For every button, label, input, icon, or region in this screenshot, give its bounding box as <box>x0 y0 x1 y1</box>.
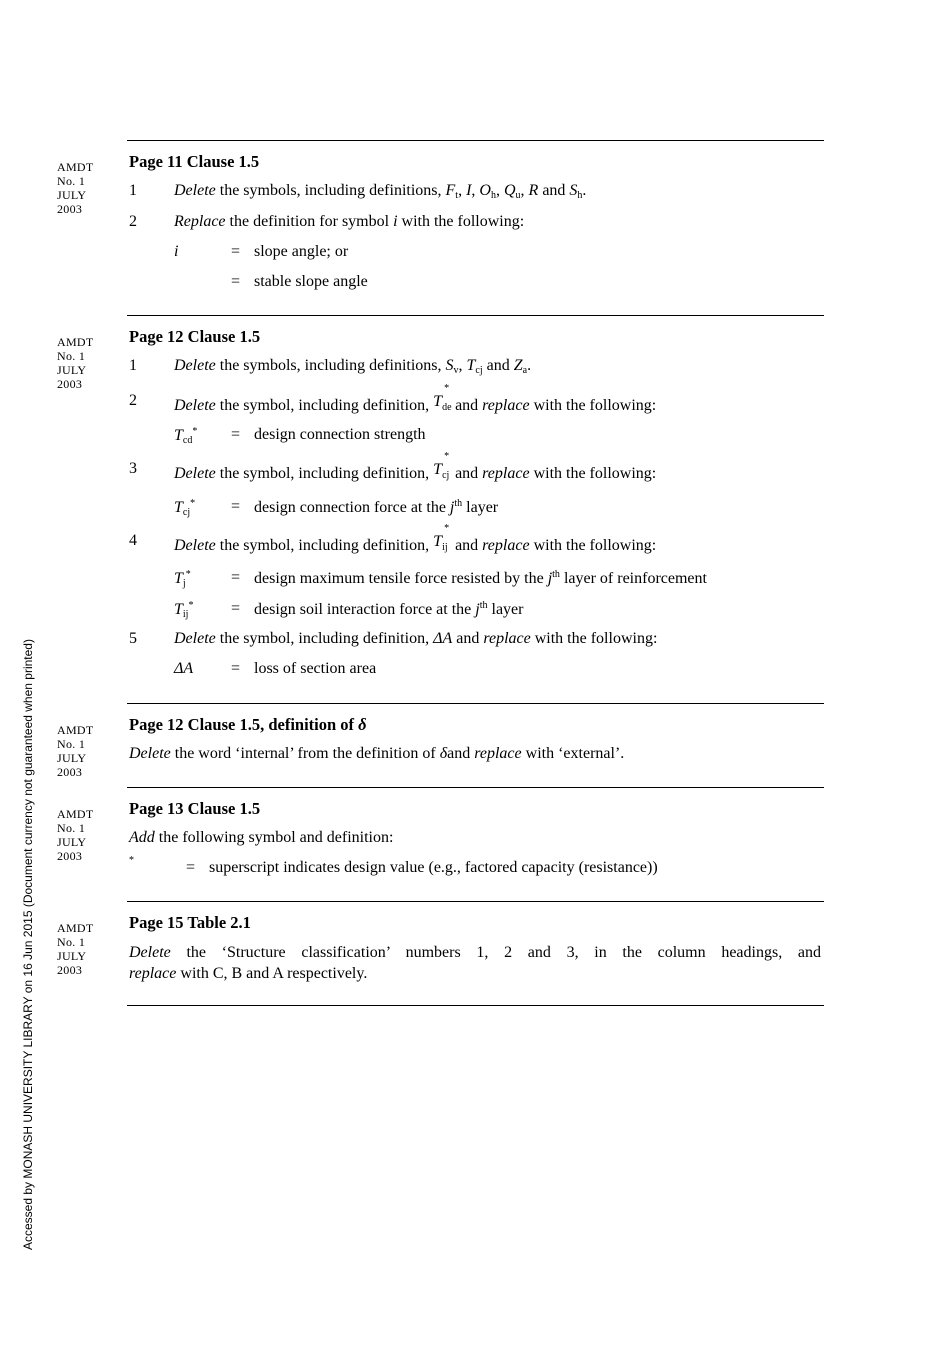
symbol: ΔA <box>174 660 194 677</box>
access-note: Accessed by MONASH UNIVERSITY LIBRARY on 16 Jun 2015 (Document currency not guaranteed when printed) <box>21 639 35 1250</box>
definition: design soil interaction force at the $j^{th}$ layer <box>254 600 524 618</box>
item-text: Delete the symbol, including definition, T * de and replace with the following: <box>174 383 657 414</box>
section-heading: Page 13 Clause 1.5 <box>129 799 261 818</box>
item-text: Replace the definition for symbol i with the following: <box>174 213 525 230</box>
symbol: * <box>129 855 134 866</box>
item-number: 1 <box>129 182 137 199</box>
symbol: $T_{cj}^*$ <box>174 498 196 518</box>
symbol: $T_{ij}^*$ <box>174 600 194 620</box>
section-heading: Page 15 Table 2.1 <box>129 913 251 932</box>
equals: = <box>231 498 241 515</box>
symbol: $T_j^*$ <box>174 569 191 589</box>
definition: stable slope angle <box>254 273 368 290</box>
item-text: Add the following symbol and definition: <box>129 829 394 846</box>
equals: = <box>231 569 241 586</box>
item-number: 3 <box>129 460 137 477</box>
item-number: 1 <box>129 357 137 374</box>
amdt-label: AMDT <box>57 921 94 935</box>
equals: = <box>231 273 241 290</box>
amdt-number: No. 1 <box>57 174 86 188</box>
item-number: 4 <box>129 532 137 549</box>
amdt-year: 2003 <box>57 202 83 216</box>
amdt-year: 2003 <box>57 765 83 779</box>
amdt-year: 2003 <box>57 849 83 863</box>
definition: loss of section area <box>254 660 377 677</box>
amendment-tag <box>57 335 94 391</box>
item-number: 5 <box>129 630 137 647</box>
item-text: Delete the word ‘internal’ from the definition of δand replace with ‘external’. <box>129 745 625 762</box>
item-text: Delete the symbol, including definition, ΔA and replace with the following: <box>174 630 658 647</box>
amdt-month: JULY <box>57 751 87 765</box>
definition: slope angle; or <box>254 243 349 260</box>
item-text: Delete the ‘Structure classification’ numbers 1, 2 and 3, in the column headings, and replace with C, B and A respectively. <box>129 944 821 982</box>
divider <box>127 140 824 141</box>
amdt-month: JULY <box>57 835 87 849</box>
amdt-month: JULY <box>57 949 87 963</box>
symbol: i <box>174 243 179 260</box>
equals: = <box>231 426 241 443</box>
amendment-tag <box>57 921 94 977</box>
section-heading: Page 12 Clause 1.5, definition of δ <box>129 715 367 734</box>
amendment-tag <box>57 160 94 216</box>
item-number: 2 <box>129 213 137 230</box>
amdt-label: AMDT <box>57 807 94 821</box>
equals: = <box>231 243 241 260</box>
amdt-month: JULY <box>57 188 87 202</box>
amdt-label: AMDT <box>57 723 94 737</box>
item-text: Delete the symbols, including definitions, $S_v$, $T_{cj}$ and $Z_a$. <box>174 357 532 376</box>
definition: design connection force at the $j^{th}$ layer <box>254 498 499 516</box>
equals: = <box>186 859 196 876</box>
definition: superscript indicates design value (e.g., factored capacity (resistance)) <box>209 859 658 876</box>
divider <box>127 901 824 902</box>
divider <box>127 703 824 704</box>
section-heading: Page 11 Clause 1.5 <box>129 152 260 171</box>
amendment-tag <box>57 723 94 779</box>
amdt-label: AMDT <box>57 160 94 174</box>
amdt-number: No. 1 <box>57 737 86 751</box>
equals: = <box>231 600 241 617</box>
amdt-number: No. 1 <box>57 821 86 835</box>
amdt-month: JULY <box>57 363 87 377</box>
definition: design connection strength <box>254 426 426 443</box>
item-text: Delete the symbols, including definitions, $F_t$, I, $O_h$, $Q_u$, R and $S_h$. <box>174 182 587 201</box>
amendment-tag <box>57 807 94 863</box>
divider <box>127 1005 824 1006</box>
amdt-year: 2003 <box>57 377 83 391</box>
amdt-label: AMDT <box>57 335 94 349</box>
item-text: Delete the symbol, including definition, T * ij and replace with the following: <box>174 523 657 554</box>
item-number: 2 <box>129 392 137 409</box>
equals: = <box>231 660 241 677</box>
amdt-number: No. 1 <box>57 935 86 949</box>
divider <box>127 315 824 316</box>
amdt-year: 2003 <box>57 963 83 977</box>
definition: design maximum tensile force resisted by the $j^{th}$ layer of reinforcement <box>254 569 707 587</box>
item-text: Delete the symbol, including definition, T * cj and replace with the following: <box>174 451 657 482</box>
divider <box>127 787 824 788</box>
section-heading: Page 12 Clause 1.5 <box>129 327 261 346</box>
symbol: $T_{cd}^*$ <box>174 426 198 446</box>
amdt-number: No. 1 <box>57 349 86 363</box>
